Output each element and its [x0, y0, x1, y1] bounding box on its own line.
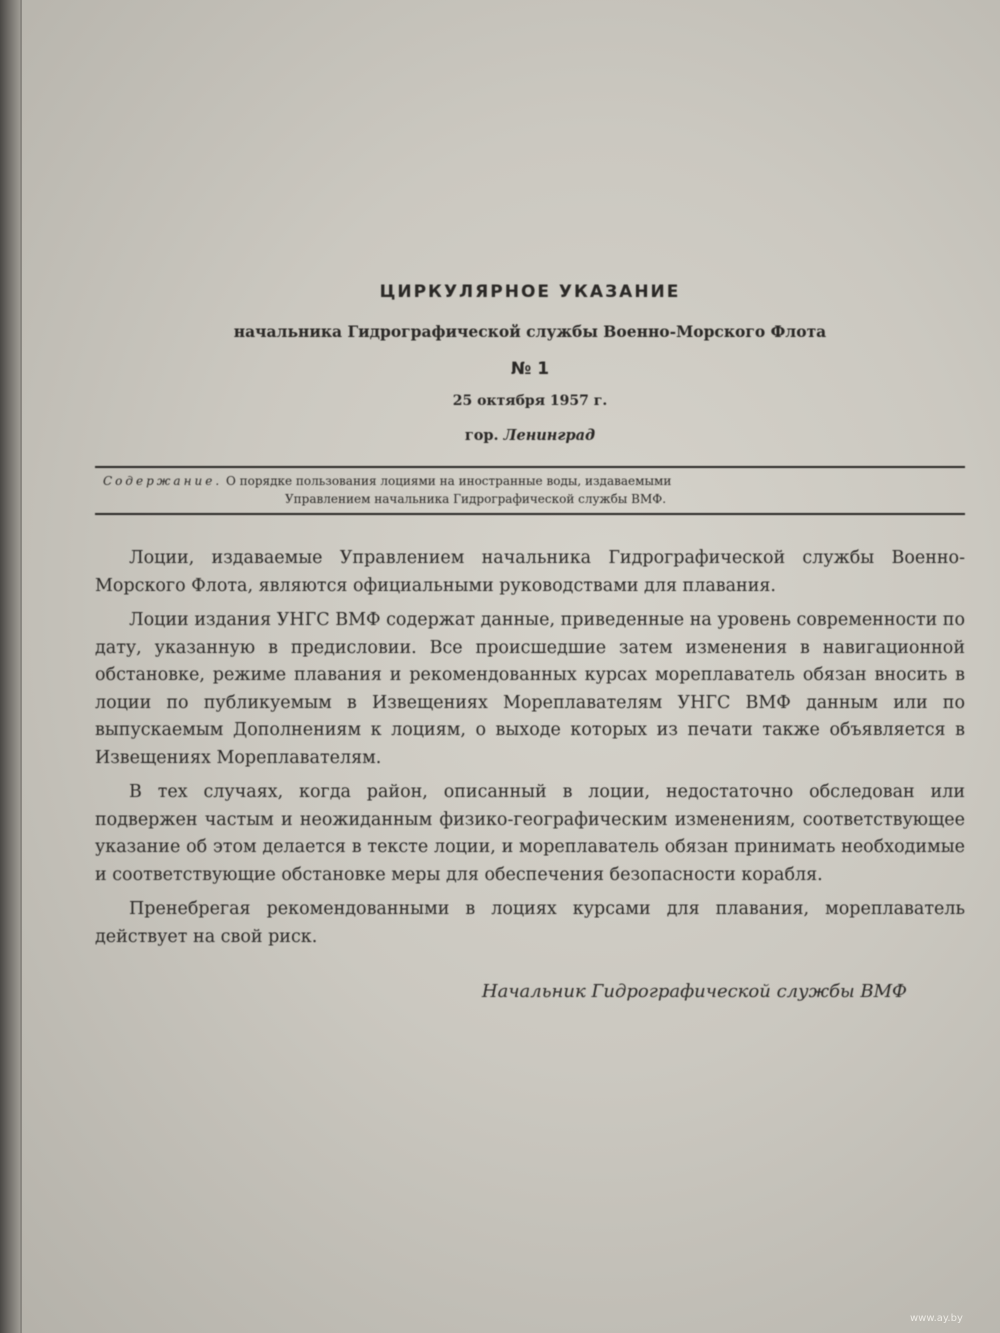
paragraph-2: Лоции издания УНГС ВМФ содержат данные, приведенные на уровень современности по дату, указанную в предисловии. Все происшедшие затем изменения в навигационной обстановке, режиме плавания и рекомендованных курсах мореплаватель обязан вносить в лоции по публикуемым в Извещениях Мореплавателям УНГС ВМФ данным или по выпускаемым Дополнениям к лоциям, о выходе которых из печати также объявляется в Извещениях Мореплавателям.	[95, 610, 965, 768]
document-title: ЦИРКУЛЯРНОЕ УКАЗАНИЕ	[379, 282, 681, 302]
city-prefix: гор.	[464, 427, 499, 444]
document-subtitle: начальника Гидрографической службы Военно-Морского Флота	[233, 322, 827, 341]
contents-summary	[95, 468, 965, 513]
document-date: 25 октября 1957 г.	[452, 393, 608, 409]
paragraph-3: В тех случаях, когда район, описанный в лоции, недостаточно обследован или подвержен частым и неожиданным физико-географическим изменениям, соответствующее указание об этом делается в тексте лоции, и мореплаватель обязан принимать необходимые и соответствующие обстановке меры для обеспечения безопасности корабля.	[95, 782, 965, 885]
gutter-edge	[20, 0, 22, 1333]
document-city	[95, 427, 965, 444]
document-content	[95, 282, 965, 1002]
bottom-rule	[95, 513, 965, 515]
document-number: № 1	[510, 359, 550, 379]
body-text	[95, 545, 965, 951]
paragraph-4: Пренебрегая рекомендованными в лоциях курсами для плавания, мореплаватель действует на свой риск.	[95, 899, 965, 947]
book-gutter	[0, 0, 20, 1333]
contents-label: Содержание.	[103, 474, 223, 488]
city-name: Ленинград	[503, 427, 596, 444]
contents-line-2: Управлением начальника Гидрографической службы ВМФ.	[285, 492, 667, 506]
site-watermark: www.ay.by	[910, 1313, 963, 1324]
paragraph-1: Лоции, издаваемые Управлением начальника Гидрографической службы Военно-Морского Флота, являются официальными руководствами для плавания.	[95, 548, 965, 596]
contents-line-1: О порядке пользования лоциями на иностранные воды, издаваемыми	[225, 474, 672, 488]
signature-line: Начальник Гидрографической службы ВМФ	[481, 981, 907, 1002]
